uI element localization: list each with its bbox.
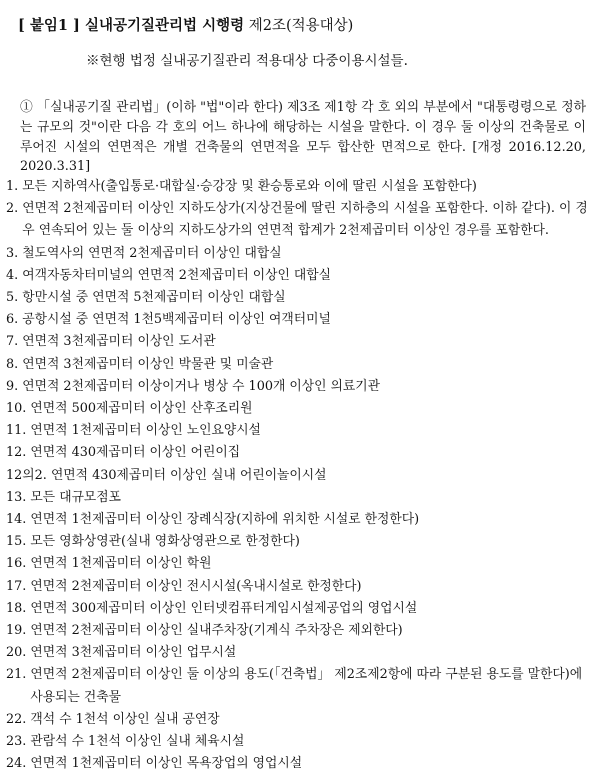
document-title-article: 제2조(적용대상)	[244, 18, 354, 34]
list-item-number: 15.	[6, 534, 31, 550]
list-item-number: 7.	[6, 334, 23, 350]
list-item-text: 모든 지하역사(출입통로·대합실·승강장 및 환승통로와 이에 딸린 시설을 포함한다)	[22, 179, 477, 194]
list-item-text: 연면적 2천제곱미터 이상인 전시시설(옥내시설로 한정한다)	[30, 578, 362, 594]
list-item-number: 4.	[6, 267, 23, 283]
list-item-number: 12.	[6, 445, 31, 461]
list-item-text: 모든 영화상영관(실내 영화상영관으로 한정한다)	[30, 534, 300, 550]
list-item-number: 11.	[6, 423, 31, 439]
list-item-text: 연면적 430제곱미터 이상인 실내 어린이놀이시설	[50, 467, 327, 483]
list-item-text: 연면적 500제곱미터 이상인 산후조리원	[30, 401, 253, 417]
list-item-text: 연면적 2천제곱미터 이상인 지하도상가(지상건물에 딸린 지하층의 시설을 포함한다. 이하 같다). 이 경우 연속되어 있는 둘 이상의 지하도상가의 연면적 합계가 2천제곱미터 이상인 경우를 포함한다.	[22, 201, 588, 239]
list-item-number: 13.	[6, 489, 31, 505]
list-item-number: 23.	[6, 734, 31, 750]
list-item	[6, 664, 588, 708]
list-item-text: 연면적 1천제곱미터 이상인 목욕장업의 영업시설	[30, 756, 303, 772]
list-item-text: 연면적 3천제곱미터 이상인 업무시설	[30, 645, 237, 661]
intro-paragraph	[20, 98, 586, 177]
list-item	[6, 398, 588, 420]
document-title-bold: [ 붙임1 ] 실내공기질관리법 시행령	[18, 17, 245, 34]
list-item-text: 항만시설 중 연면적 5천제곱미터 이상인 대합실	[22, 290, 286, 306]
list-item	[6, 442, 588, 464]
list-item	[6, 243, 588, 265]
list-item-text: 연면적 3천제곱미터 이상인 박물관 및 미술관	[22, 356, 274, 372]
document-title	[18, 16, 584, 36]
intro-text: ① 「실내공기질 관리법」(이하 "법"이라 한다) 제3조 제1항 각 호 외의 부분에서 "대통령령으로 정하는 규모의 것"이란 다음 각 호의 어느 하나에 해당하는 시설을 말한다. 이 경우 둘 이상의 건축물로 이루어진 시설의 연면적은 개별 건축물의 연면적을 모두 합산한 면적으로 한다. [개정 2016.12.20, 2020.3.31]	[20, 100, 586, 175]
list-item-number: 8.	[6, 356, 23, 372]
list-item	[6, 576, 588, 598]
list-item	[6, 198, 588, 242]
list-item-text: 연면적 1천제곱미터 이상인 학원	[30, 556, 212, 572]
list-item-number: 22.	[6, 711, 31, 727]
list-item-number: 16.	[6, 556, 31, 572]
list-item-number: 14.	[6, 512, 31, 528]
list-item-text: 객석 수 1천석 이상인 실내 공연장	[30, 711, 220, 727]
list-item	[6, 620, 588, 642]
list-item-text: 연면적 2천제곱미터 이상인 실내주차장(기계식 주차장은 제외한다)	[30, 623, 403, 639]
list-item-text: 철도역사의 연면적 2천제곱미터 이상인 대합실	[22, 245, 282, 261]
list-item	[6, 176, 588, 198]
list-item	[6, 354, 588, 376]
list-item-number: 21.	[6, 667, 31, 683]
list-item-text: 연면적 430제곱미터 이상인 어린이집	[30, 445, 241, 461]
list-item-number: 3.	[6, 245, 23, 261]
list-item	[6, 265, 588, 287]
list-item-number: 6.	[6, 312, 23, 328]
list-item	[6, 331, 588, 353]
list-item	[6, 487, 588, 509]
list-item-number: 24.	[6, 756, 31, 772]
list-item-text: 연면적 300제곱미터 이상인 인터넷컴퓨터게임시설제공업의 영업시설	[30, 600, 418, 616]
document-subtitle: ※현행 법정 실내공기질관리 적용대상 다중이용시설들.	[86, 53, 408, 69]
list-item	[6, 509, 588, 531]
list-item	[6, 753, 588, 775]
list-item	[6, 598, 588, 620]
list-item-number: 2.	[6, 201, 23, 217]
list-item	[6, 376, 588, 398]
list-item-number: 17.	[6, 578, 31, 594]
list-item	[6, 709, 588, 731]
list-item-text: 여객자동차터미널의 연면적 2천제곱미터 이상인 대합실	[22, 267, 332, 283]
list-item-text: 공항시설 중 연면적 1천5백제곱미터 이상인 여객터미널	[22, 312, 331, 328]
list-item	[6, 553, 588, 575]
list-item-text: 모든 대규모점포	[30, 489, 122, 505]
list-item	[6, 731, 588, 753]
list-item-number: 18.	[6, 600, 31, 616]
list-item-number: 10.	[6, 401, 31, 417]
list-item-text: 연면적 2천제곱미터 이상이거나 병상 수 100개 이상인 의료기관	[22, 378, 381, 394]
list-item	[6, 642, 588, 664]
list-item	[6, 309, 588, 331]
list-item-text: 연면적 1천제곱미터 이상인 장례식장(지하에 위치한 시설로 한정한다)	[30, 512, 420, 528]
list-item-number: 1.	[6, 179, 23, 194]
list-item	[6, 287, 588, 309]
list-item-number: 5.	[6, 290, 23, 306]
list-item-text: 연면적 2천제곱미터 이상인 둘 이상의 용도(「건축법」 제2조제2항에 따라 구분된 용도를 말한다)에 사용되는 건축물	[30, 667, 583, 705]
list-item-number: 20.	[6, 645, 31, 661]
list-item-text: 관람석 수 1천석 이상인 실내 체육시설	[30, 734, 245, 750]
list-item-text: 연면적 1천제곱미터 이상인 노인요양시설	[30, 423, 261, 439]
list-item-number: 9.	[6, 378, 23, 394]
list-item-number: 19.	[6, 623, 31, 639]
list-item	[6, 465, 588, 487]
facility-list	[6, 176, 588, 775]
list-item-text: 연면적 3천제곱미터 이상인 도서관	[22, 334, 216, 350]
list-item	[6, 531, 588, 553]
list-item-number: 12의2.	[6, 467, 51, 483]
list-item	[6, 420, 588, 442]
